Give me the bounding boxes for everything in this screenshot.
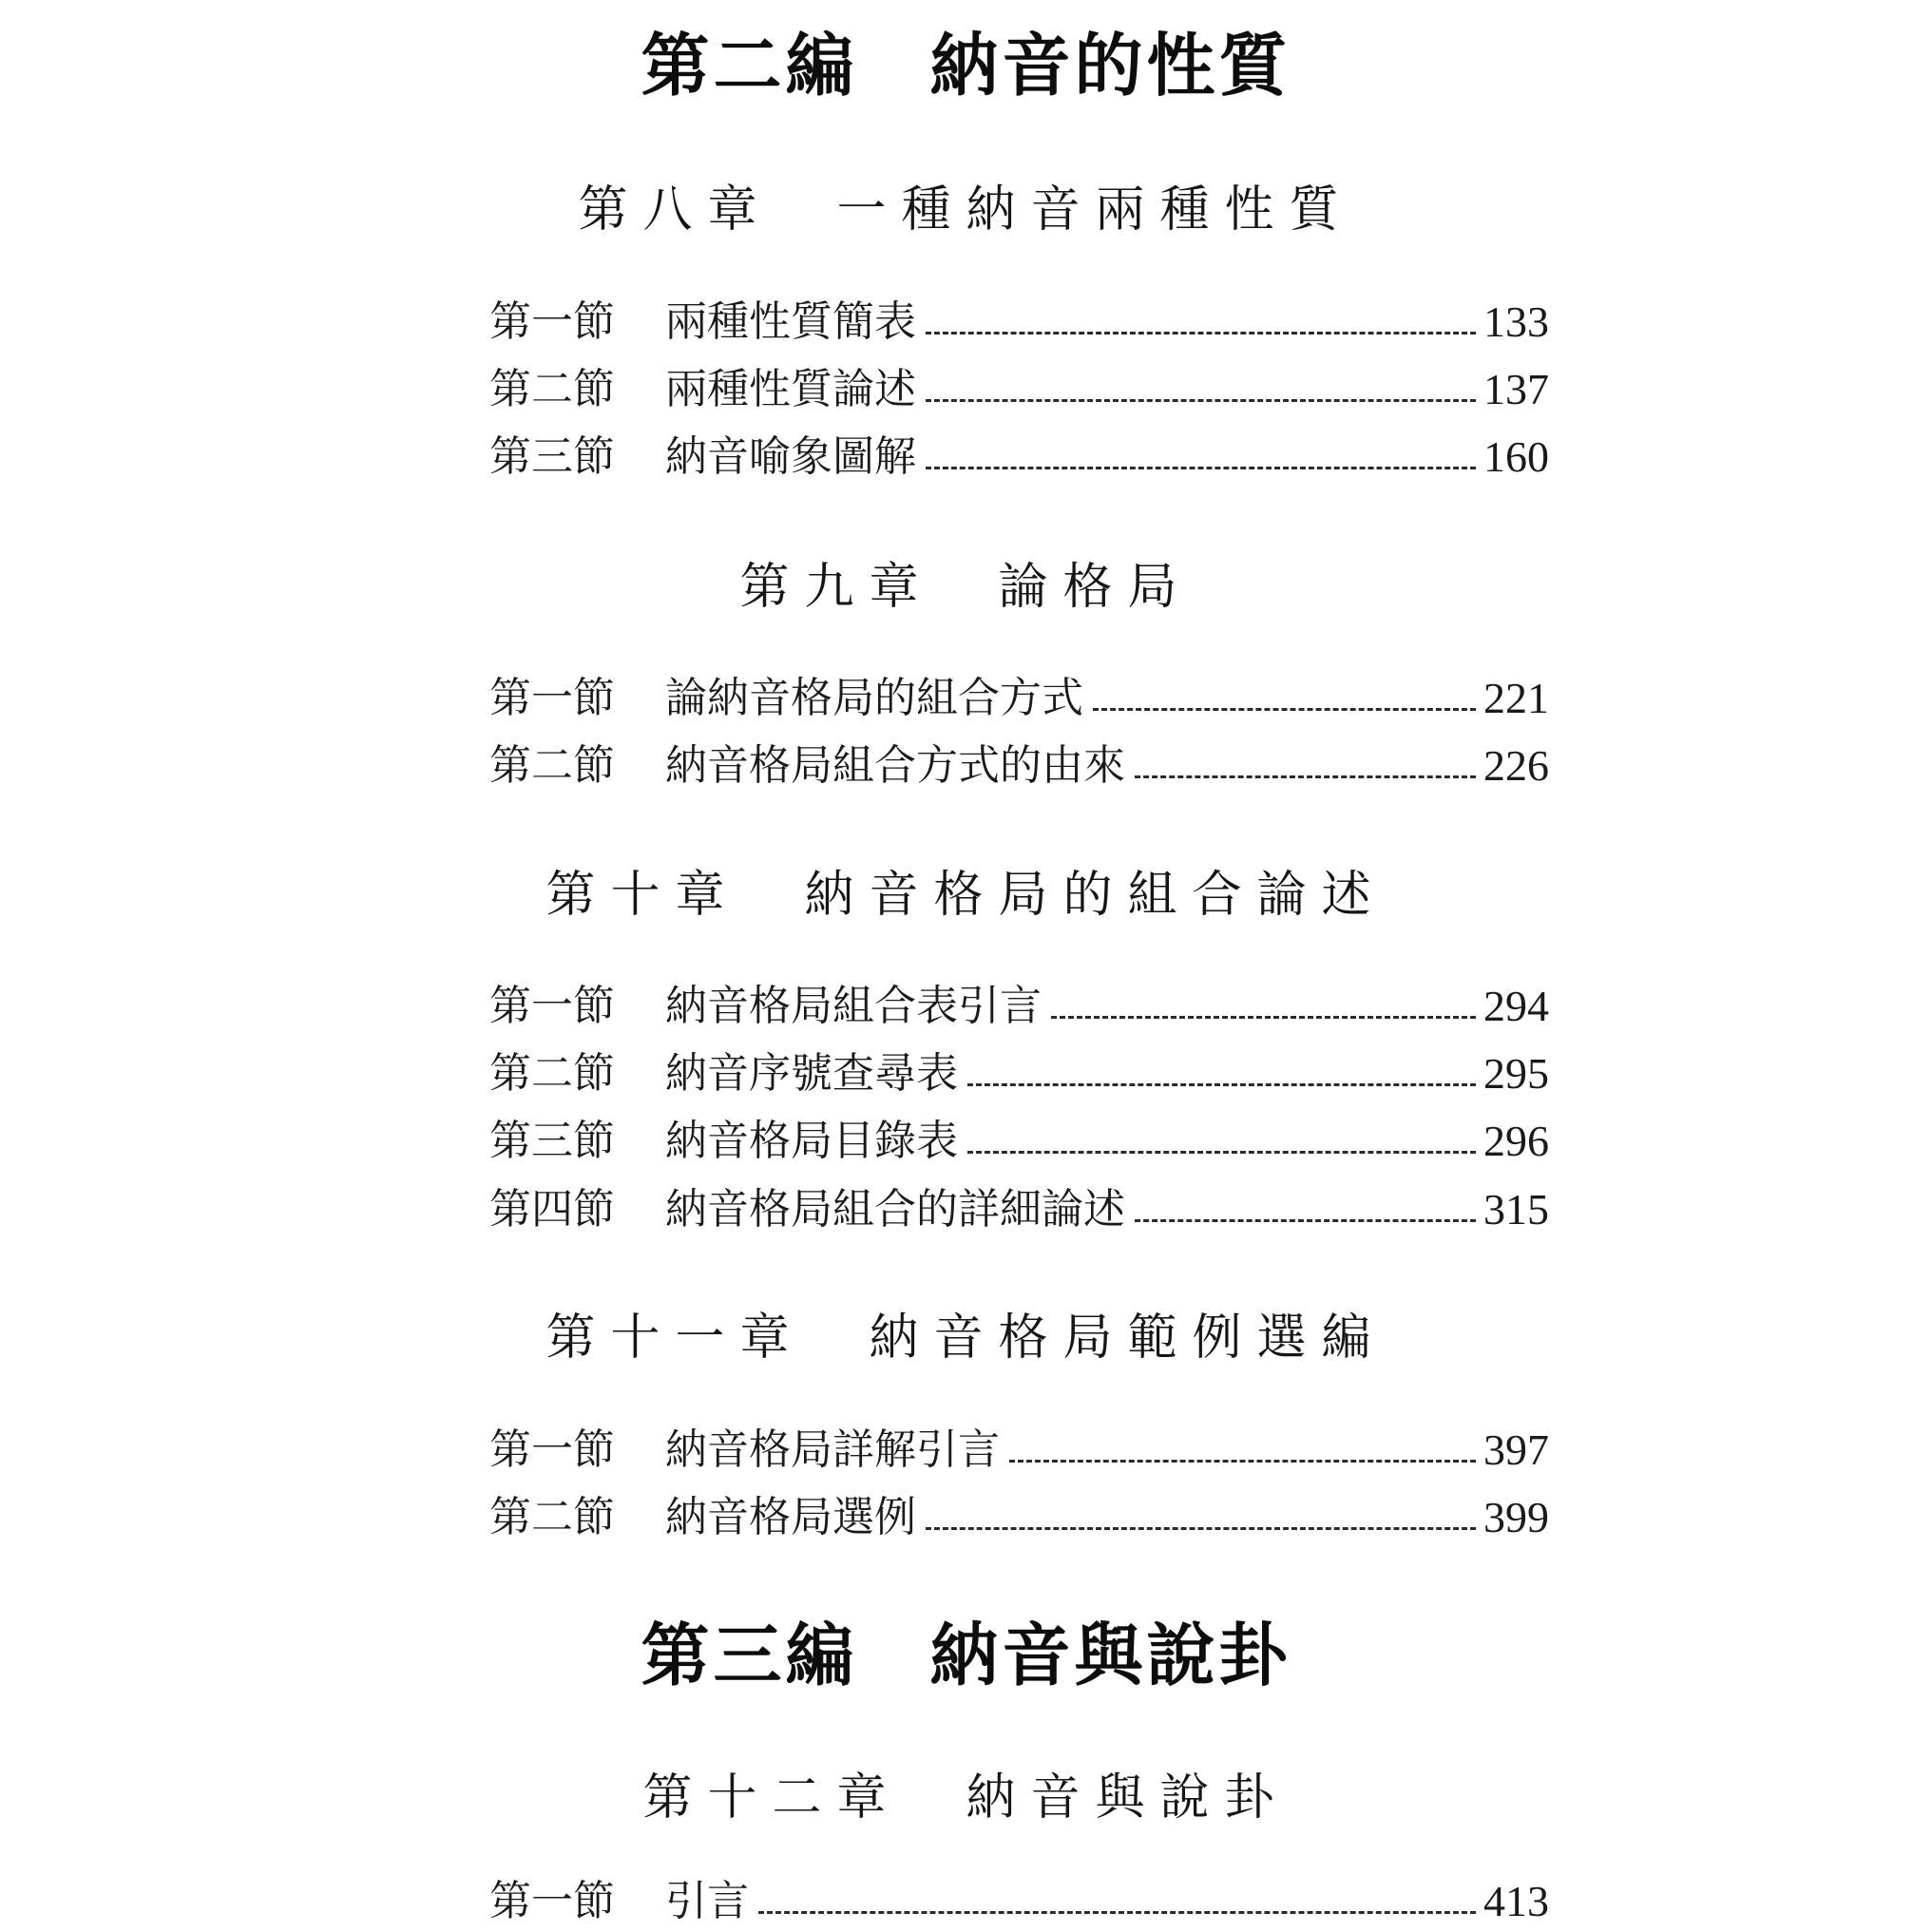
page-number: 160: [1483, 432, 1549, 481]
section-title: 引言: [665, 1877, 749, 1925]
section-title: 納音序號查尋表: [665, 1049, 958, 1098]
section-title: 納音格局組合的詳細論述: [665, 1185, 1125, 1234]
section-number: 第三節: [489, 432, 615, 481]
section-title: 兩種性質論述: [665, 365, 916, 413]
dot-leader: [1093, 708, 1476, 711]
toc-row[interactable]: [489, 977, 1549, 1036]
toc-row[interactable]: [489, 1421, 1549, 1480]
dot-leader: [758, 1911, 1476, 1914]
dot-leader: [926, 399, 1476, 402]
page-number: 413: [1483, 1877, 1549, 1925]
section-number: 第一節: [489, 1425, 615, 1474]
page-number: 399: [1483, 1493, 1549, 1541]
section-number: 第四節: [489, 1185, 615, 1234]
page-number: 295: [1483, 1049, 1549, 1098]
dot-leader: [926, 1527, 1476, 1530]
page-number: 296: [1483, 1117, 1549, 1165]
part-title: 第三編 納音與說卦: [641, 1616, 1291, 1695]
toc-row[interactable]: [489, 1488, 1549, 1547]
toc-row[interactable]: [489, 736, 1549, 795]
section-number: 第二節: [489, 1493, 615, 1541]
section-title: 納音格局選例: [665, 1493, 916, 1541]
section-title: 納音格局組合表引言: [665, 982, 1042, 1030]
toc-row[interactable]: [489, 1044, 1549, 1103]
section-title: 兩種性質簡表: [665, 297, 916, 346]
dot-leader: [926, 467, 1476, 469]
chapter-title: 第十章 納音格局的組合論述: [545, 867, 1387, 924]
toc-row[interactable]: [489, 1112, 1549, 1171]
dot-leader: [1051, 1016, 1476, 1019]
page-number: 315: [1483, 1185, 1549, 1234]
dot-leader: [967, 1151, 1476, 1154]
section-number: 第一節: [489, 674, 615, 722]
dot-leader: [926, 332, 1476, 335]
section-number: 第一節: [489, 297, 615, 346]
section-title: 論納音格局的組合方式: [665, 674, 1083, 722]
page-number: 226: [1483, 741, 1549, 790]
chapter-title: 第十一章 納音格局範例選編: [545, 1310, 1387, 1367]
dot-leader: [1135, 1219, 1476, 1222]
section-title: 納音格局組合方式的由來: [665, 741, 1125, 790]
section-number: 第二節: [489, 741, 615, 790]
toc-row[interactable]: [489, 1872, 1549, 1931]
dot-leader: [1135, 775, 1476, 778]
chapter-title: 第十二章 納音與說卦: [642, 1769, 1290, 1827]
section-number: 第二節: [489, 1049, 615, 1098]
toc-row[interactable]: [489, 293, 1549, 352]
section-number: 第三節: [489, 1117, 615, 1165]
section-number: 第一節: [489, 1877, 615, 1925]
toc-row[interactable]: [489, 669, 1549, 728]
toc-row[interactable]: [489, 1180, 1549, 1239]
page-number: 137: [1483, 365, 1549, 413]
chapter-title: 第九章 論格局: [739, 559, 1193, 616]
dot-leader: [1009, 1460, 1476, 1463]
page-number: 294: [1483, 982, 1549, 1030]
toc-row[interactable]: [489, 360, 1549, 419]
section-number: 第一節: [489, 982, 615, 1030]
dot-leader: [967, 1083, 1476, 1086]
chapter-title: 第八章 一種納音兩種性質: [578, 182, 1354, 239]
section-number: 第二節: [489, 365, 615, 413]
section-title: 納音格局目錄表: [665, 1117, 958, 1165]
section-title: 納音喻象圖解: [665, 432, 916, 481]
section-title: 納音格局詳解引言: [665, 1425, 1000, 1474]
part-title: 第二編 納音的性質: [641, 26, 1291, 105]
page-number: 221: [1483, 674, 1549, 722]
page-number: 397: [1483, 1425, 1549, 1474]
page-number: 133: [1483, 297, 1549, 346]
toc-row[interactable]: [489, 428, 1549, 487]
